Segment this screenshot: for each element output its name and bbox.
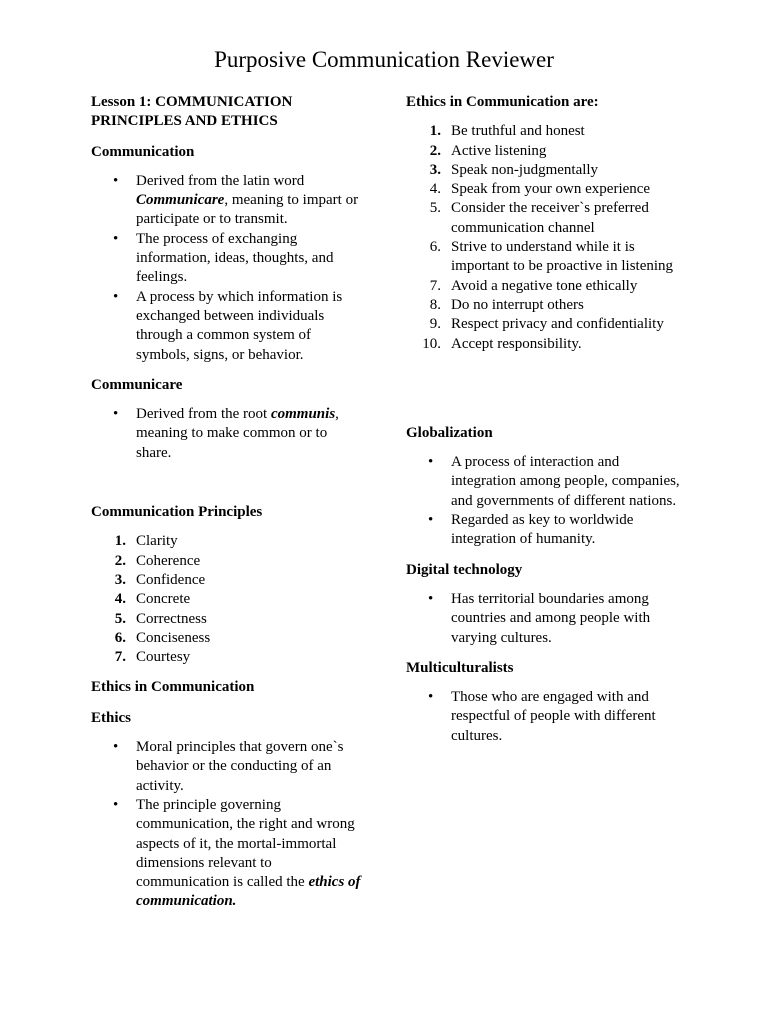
- item-text: Conciseness: [136, 629, 211, 646]
- item-text: Derived from the root: [136, 406, 271, 423]
- item-text: Accept responsibility.: [451, 335, 582, 352]
- item-text: Courtesy: [136, 649, 191, 666]
- globalization-heading: Globalization: [406, 424, 493, 441]
- list-number: 2.: [114, 552, 126, 569]
- list-number: 3.: [429, 161, 441, 178]
- list-item: • Has territorial boundaries among countries and among people with varying cultures.: [406, 590, 681, 648]
- item-text: Strive to understand while it is important to be proactive in listening: [451, 239, 674, 275]
- left-column: [91, 93, 363, 912]
- document-title: Purposive Communication Reviewer: [214, 47, 554, 72]
- ethics-are-heading: Ethics in Communication are:: [406, 94, 599, 110]
- communicare-heading: Communicare: [91, 376, 183, 393]
- list-item: • Those who are engaged with and respectful of people with different cultures.: [406, 688, 681, 746]
- list-item: [406, 199, 681, 238]
- list-item: [91, 610, 363, 629]
- list-item: • A process of interaction and integration among people, companies, and governments of different nations.: [406, 453, 681, 511]
- principles-heading: Communication Principles: [91, 504, 263, 521]
- list-number: 10.: [422, 335, 441, 352]
- list-item: [406, 180, 681, 199]
- list-number: 3.: [114, 571, 126, 588]
- list-item: [406, 277, 681, 296]
- digital-list: [406, 590, 681, 648]
- lesson-heading: Lesson 1: COMMUNICATION PRINCIPLES AND ETHICS: [91, 94, 293, 130]
- term-ethics-of-communication: ethics of communication.: [136, 874, 361, 910]
- term-communis: communis: [270, 406, 336, 423]
- list-item: [91, 405, 363, 463]
- list-number: 7.: [114, 649, 126, 666]
- item-text: Respect privacy and confidentiality: [451, 316, 664, 333]
- item-text: , meaning to make common or to share.: [136, 406, 339, 461]
- item-text: Correctness: [136, 610, 207, 627]
- list-item: • Moral principles that govern one`s behavior or the conducting of an activity.: [91, 738, 363, 796]
- ethics-list: [91, 738, 363, 912]
- ethics-are-list: [406, 122, 681, 354]
- item-text: Active listening: [451, 142, 547, 159]
- item-text: Be truthful and honest: [451, 123, 585, 140]
- item-text: Speak from your own experience: [451, 181, 651, 198]
- list-number: 8.: [429, 296, 441, 313]
- list-number: 6.: [429, 239, 441, 256]
- list-number: 2.: [429, 142, 441, 159]
- term-communicare: Communicare: [136, 192, 225, 209]
- list-item: [91, 571, 363, 590]
- list-number: 4.: [114, 591, 126, 608]
- list-item: [91, 629, 363, 648]
- list-item: [406, 161, 681, 180]
- list-item: [406, 238, 681, 277]
- digital-heading: Digital technology: [406, 561, 523, 578]
- list-item: [91, 648, 363, 667]
- communicare-list: [91, 405, 363, 463]
- list-number: 1.: [114, 533, 126, 550]
- list-item: • A process by which information is exchanged between individuals through a common system of symbols, signs, or behavior.: [91, 288, 363, 365]
- item-text: Confidence: [136, 571, 206, 588]
- communication-heading: Communication: [91, 143, 195, 160]
- item-text: Derived from the latin word: [136, 172, 305, 189]
- list-item: [91, 532, 363, 551]
- list-number: 5.: [429, 200, 441, 217]
- list-item: [91, 796, 363, 912]
- item-text: Clarity: [136, 533, 178, 550]
- item-text: Speak non-judgmentally: [451, 161, 599, 178]
- list-number: 1.: [429, 123, 441, 140]
- list-number: 5.: [114, 610, 126, 627]
- item-text: Consider the receiver`s preferred communication channel: [451, 200, 649, 236]
- list-item: [91, 590, 363, 609]
- item-text: Concrete: [136, 591, 191, 608]
- list-item: [406, 122, 681, 141]
- list-item: [406, 335, 681, 354]
- globalization-list: [406, 453, 681, 549]
- right-column: [406, 93, 681, 746]
- multicultural-heading: Multiculturalists: [406, 659, 514, 676]
- item-text: Coherence: [136, 552, 201, 569]
- list-item: [406, 296, 681, 315]
- item-text: Do no interrupt others: [451, 296, 584, 313]
- ethics-section-heading: Ethics in Communication: [91, 679, 255, 696]
- list-item: [406, 142, 681, 161]
- list-number: 6.: [114, 629, 126, 646]
- list-number: 9.: [429, 316, 441, 333]
- list-item: • The process of exchanging information, ideas, thoughts, and feelings.: [91, 230, 363, 288]
- list-item: • Regarded as key to worldwide integration of humanity.: [406, 511, 681, 550]
- list-item: [91, 172, 363, 230]
- ethics-heading: Ethics: [91, 709, 132, 726]
- communication-list: [91, 172, 363, 365]
- item-text: , meaning to impart or participate or to transmit.: [136, 192, 359, 228]
- principles-list: [91, 532, 363, 667]
- list-item: [91, 552, 363, 571]
- list-number: 4.: [429, 181, 441, 198]
- item-text: The principle governing communication, the right and wrong aspects of it, the mortal-immortal dimensions relevant to communication is called the: [136, 796, 355, 891]
- item-text: Avoid a negative tone ethically: [451, 277, 638, 294]
- list-number: 7.: [429, 277, 441, 294]
- list-item: [406, 315, 681, 334]
- multicultural-list: [406, 688, 681, 746]
